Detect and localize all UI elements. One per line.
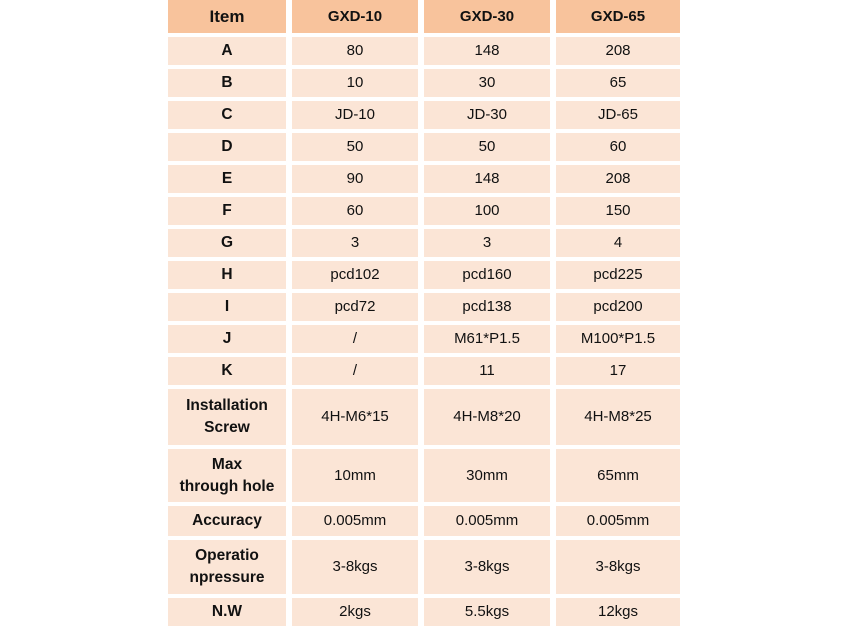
cell-k-gxd-10: /: [292, 357, 418, 385]
cell-c-gxd-65: JD-65: [556, 101, 680, 129]
cell-accuracy-gxd-65: 0.005mm: [556, 506, 680, 536]
cell-i-gxd-30: pcd138: [424, 293, 550, 321]
cell-k-gxd-30: 11: [424, 357, 550, 385]
cell-operation-pressure-gxd-30: 3-8kgs: [424, 540, 550, 594]
cell-net-weight-gxd-30: 5.5kgs: [424, 598, 550, 626]
cell-b-gxd-65: 65: [556, 69, 680, 97]
cell-c-gxd-10: JD-10: [292, 101, 418, 129]
cell-max-through-hole-gxd-30: 30mm: [424, 449, 550, 502]
spec-table: [168, 0, 680, 626]
cell-j-gxd-10: /: [292, 325, 418, 353]
cell-max-through-hole-gxd-10: 10mm: [292, 449, 418, 502]
row-label-c: C: [168, 101, 286, 129]
cell-installation-screw-gxd-30: 4H-M8*20: [424, 389, 550, 445]
cell-operation-pressure-gxd-65: 3-8kgs: [556, 540, 680, 594]
cell-c-gxd-30: JD-30: [424, 101, 550, 129]
row-label-d: D: [168, 133, 286, 161]
cell-a-gxd-65: 208: [556, 37, 680, 65]
row-label-h: H: [168, 261, 286, 289]
cell-d-gxd-10: 50: [292, 133, 418, 161]
cell-e-gxd-65: 208: [556, 165, 680, 193]
cell-h-gxd-10: pcd102: [292, 261, 418, 289]
header-gxd-30: GXD-30: [424, 0, 550, 33]
header-gxd-65: GXD-65: [556, 0, 680, 33]
cell-k-gxd-65: 17: [556, 357, 680, 385]
row-label-max-through-hole: Max through hole: [168, 449, 286, 502]
cell-f-gxd-65: 150: [556, 197, 680, 225]
cell-a-gxd-30: 148: [424, 37, 550, 65]
cell-f-gxd-30: 100: [424, 197, 550, 225]
cell-installation-screw-gxd-10: 4H-M6*15: [292, 389, 418, 445]
cell-d-gxd-30: 50: [424, 133, 550, 161]
row-label-net-weight: N.W: [168, 598, 286, 626]
row-label-accuracy: Accuracy: [168, 506, 286, 536]
cell-b-gxd-10: 10: [292, 69, 418, 97]
cell-accuracy-gxd-10: 0.005mm: [292, 506, 418, 536]
row-label-e: E: [168, 165, 286, 193]
cell-net-weight-gxd-65: 12kgs: [556, 598, 680, 626]
cell-i-gxd-65: pcd200: [556, 293, 680, 321]
row-label-a: A: [168, 37, 286, 65]
header-item: Item: [168, 0, 286, 33]
cell-g-gxd-30: 3: [424, 229, 550, 257]
cell-g-gxd-65: 4: [556, 229, 680, 257]
cell-h-gxd-65: pcd225: [556, 261, 680, 289]
cell-h-gxd-30: pcd160: [424, 261, 550, 289]
header-gxd-10: GXD-10: [292, 0, 418, 33]
cell-net-weight-gxd-10: 2kgs: [292, 598, 418, 626]
row-label-k: K: [168, 357, 286, 385]
row-label-g: G: [168, 229, 286, 257]
cell-g-gxd-10: 3: [292, 229, 418, 257]
cell-j-gxd-30: M61*P1.5: [424, 325, 550, 353]
cell-f-gxd-10: 60: [292, 197, 418, 225]
cell-a-gxd-10: 80: [292, 37, 418, 65]
cell-e-gxd-30: 148: [424, 165, 550, 193]
cell-i-gxd-10: pcd72: [292, 293, 418, 321]
cell-j-gxd-65: M100*P1.5: [556, 325, 680, 353]
cell-installation-screw-gxd-65: 4H-M8*25: [556, 389, 680, 445]
row-label-b: B: [168, 69, 286, 97]
row-label-j: J: [168, 325, 286, 353]
cell-e-gxd-10: 90: [292, 165, 418, 193]
row-label-installation-screw: Installation Screw: [168, 389, 286, 445]
cell-d-gxd-65: 60: [556, 133, 680, 161]
row-label-f: F: [168, 197, 286, 225]
row-label-operation-pressure: Operatio npressure: [168, 540, 286, 594]
row-label-i: I: [168, 293, 286, 321]
cell-operation-pressure-gxd-10: 3-8kgs: [292, 540, 418, 594]
cell-b-gxd-30: 30: [424, 69, 550, 97]
cell-accuracy-gxd-30: 0.005mm: [424, 506, 550, 536]
cell-max-through-hole-gxd-65: 65mm: [556, 449, 680, 502]
